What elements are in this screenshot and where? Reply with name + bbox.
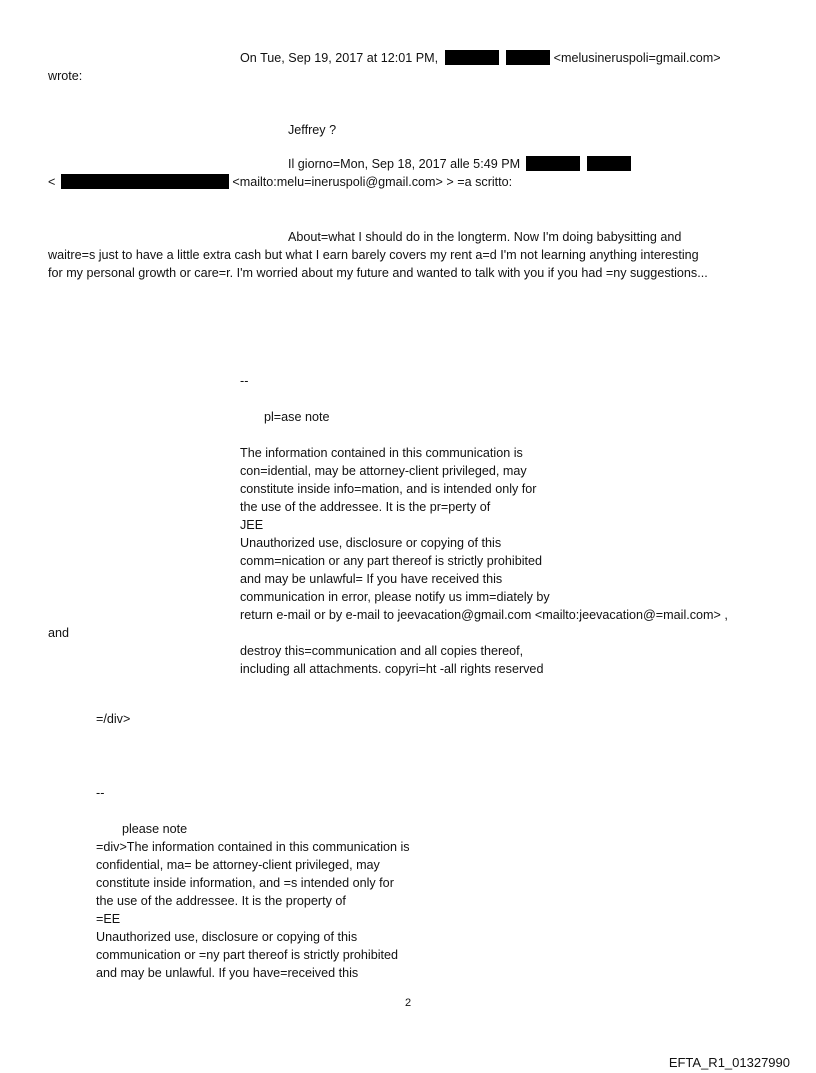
message-line-1: About=what I should do in the longterm. Now I'm doing babysitting and: [288, 230, 682, 244]
signature-dashes: --: [96, 786, 105, 800]
email-header-line: [240, 49, 721, 67]
div-close-tag: =/div>: [96, 712, 131, 726]
disclaimer-line: and may be unlawful. If you have=received this: [96, 966, 359, 980]
sender-email: <melusineruspoli=gmail.com>: [553, 51, 721, 65]
disclaimer-and: and: [48, 626, 70, 640]
quote-prefix: Il giorno=Mon, Sep 18, 2017 alle 5:49 PM: [288, 157, 521, 171]
mailto-text: <mailto:melu=ineruspoli@gmail.com> > =a scritto:: [232, 175, 513, 189]
disclaimer-line: comm=nication or any part thereof is strictly prohibited: [240, 554, 543, 568]
disclaimer-line: communication in error, please notify us imm=diately by: [240, 590, 550, 604]
disclaimer-line: confidential, ma= be attorney-client privileged, may: [96, 858, 380, 872]
disclaimer-line: and may be unlawful= If you have received this: [240, 572, 503, 586]
please-note: pl=ase note: [264, 410, 330, 424]
redaction-bar: [445, 50, 499, 65]
quote-header-line: [288, 155, 631, 173]
disclaimer-line: Unauthorized use, disclosure or copying of this: [96, 930, 358, 944]
disclaimer-line: destroy this=communication and all copies thereof,: [240, 644, 524, 658]
disclaimer-line: the use of the addressee. It is the property of: [96, 894, 346, 908]
redaction-bar: [526, 156, 580, 171]
redaction-bar: [61, 174, 229, 189]
disclaimer-line: con=idential, may be attorney-client privileged, may: [240, 464, 527, 478]
date-prefix: On Tue, Sep 19, 2017 at 12:01 PM,: [240, 51, 439, 65]
redaction-bar: [506, 50, 550, 65]
disclaimer-line: The information contained in this communication is: [240, 446, 523, 460]
disclaimer-line: return e-mail or by e-mail to jeevacation@gmail.com <mailto:jeevacation@=mail.com> ,: [240, 608, 728, 622]
redaction-bar: [587, 156, 631, 171]
page-number: 2: [404, 997, 412, 1009]
disclaimer-line: =div>The information contained in this communication is: [96, 840, 410, 854]
signature-dashes: --: [240, 374, 249, 388]
disclaimer-line: Unauthorized use, disclosure or copying of this: [240, 536, 502, 550]
disclaimer-line: constitute inside info=mation, and is intended only for: [240, 482, 537, 496]
wrote-label: wrote:: [48, 69, 83, 83]
lt-symbol: <: [48, 175, 56, 189]
disclaimer-line: communication or =ny part thereof is strictly prohibited: [96, 948, 399, 962]
disclaimer-line: constitute inside information, and =s intended only for: [96, 876, 394, 890]
message-line-3: for my personal growth or care=r. I'm worried about my future and wanted to talk with you if you had =ny suggestions...: [48, 266, 708, 280]
disclaimer-line: =EE: [96, 912, 121, 926]
message-line-2: waitre=s just to have a little extra cash but what I earn barely covers my rent a=d I'm not learning anything interesting: [48, 248, 699, 262]
quote-mailto-line: [48, 173, 512, 191]
disclaimer-line: the use of the addressee. It is the pr=perty of: [240, 500, 491, 514]
disclaimer-line: JEE: [240, 518, 264, 532]
please-note: please note: [122, 822, 188, 836]
greeting: Jeffrey ?: [288, 123, 337, 137]
disclaimer-line: including all attachments. copyri=ht -all rights reserved: [240, 662, 544, 676]
bates-number: EFTA_R1_01327990: [668, 1055, 790, 1070]
